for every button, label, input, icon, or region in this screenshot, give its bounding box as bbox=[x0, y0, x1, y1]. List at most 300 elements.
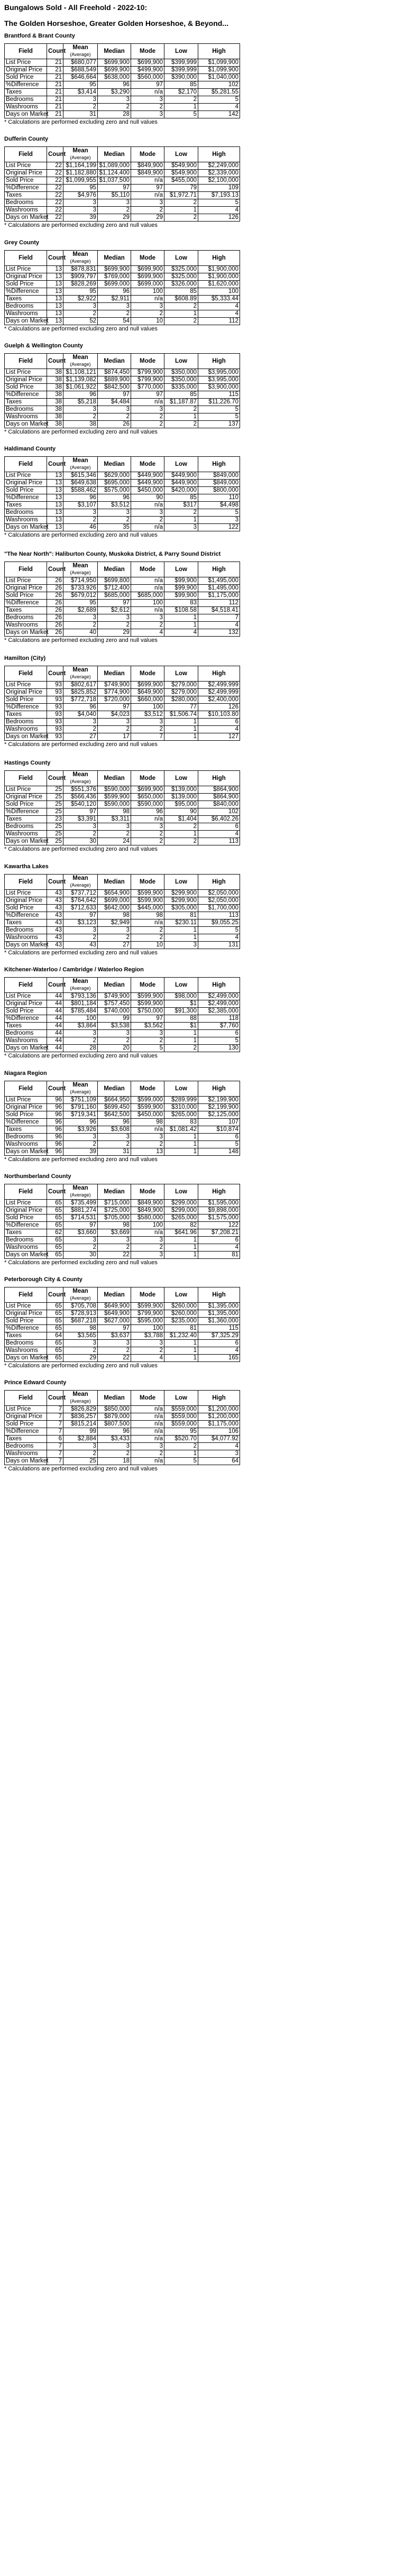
cell-high: 126 bbox=[198, 704, 240, 711]
calculation-note: * Calculations are performed excluding zero and null values bbox=[4, 429, 158, 435]
cell-mode: 2 bbox=[131, 207, 164, 214]
cell-count: 26 bbox=[47, 585, 63, 592]
cell-mean: $828,269 bbox=[63, 281, 98, 288]
header-low: Low bbox=[164, 562, 198, 577]
cell-field: Taxes bbox=[5, 502, 47, 509]
table-header-row bbox=[5, 1081, 240, 1097]
cell-mode: 2 bbox=[131, 421, 164, 428]
cell-field: Days on Market bbox=[5, 111, 47, 118]
cell-high: $800,000 bbox=[198, 487, 240, 494]
cell-count: 26 bbox=[47, 607, 63, 614]
cell-low: $1,404 bbox=[164, 816, 198, 823]
table-row bbox=[5, 96, 240, 104]
cell-median: $699,450 bbox=[98, 1104, 131, 1111]
cell-high: 4 bbox=[198, 1347, 240, 1355]
table-row bbox=[5, 919, 240, 927]
cell-mean: 3 bbox=[63, 719, 98, 726]
header-field: Field bbox=[5, 1184, 47, 1200]
cell-low: $280,000 bbox=[164, 696, 198, 704]
cell-median: $695,000 bbox=[98, 480, 131, 487]
cell-mode: 3 bbox=[131, 111, 164, 118]
cell-low: 1 bbox=[164, 614, 198, 622]
table-row bbox=[5, 890, 240, 897]
cell-high: 81 bbox=[198, 1252, 240, 1259]
cell-count: 13 bbox=[47, 296, 63, 303]
header-count: Count bbox=[47, 1081, 63, 1097]
cell-median: $699,000 bbox=[98, 897, 131, 905]
cell-count: 22 bbox=[47, 192, 63, 199]
cell-high: 100 bbox=[198, 288, 240, 296]
cell-field: Bedrooms bbox=[5, 1030, 47, 1037]
cell-field: Days on Market bbox=[5, 838, 47, 845]
header-field: Field bbox=[5, 44, 47, 59]
header-mean bbox=[63, 771, 98, 786]
cell-low: $279,000 bbox=[164, 689, 198, 696]
cell-mode: n/a bbox=[131, 502, 164, 509]
cell-high: 7 bbox=[198, 614, 240, 622]
cell-count: 93 bbox=[47, 696, 63, 704]
table-row bbox=[5, 318, 240, 325]
table-row bbox=[5, 303, 240, 310]
header-low: Low bbox=[164, 44, 198, 59]
cell-low: 1 bbox=[164, 927, 198, 934]
cell-mean: 3 bbox=[63, 509, 98, 517]
cell-mean: 31 bbox=[63, 111, 98, 118]
cell-count: 43 bbox=[47, 890, 63, 897]
region-title: Niagara Region bbox=[4, 1070, 47, 1077]
table-row bbox=[5, 801, 240, 808]
cell-high: 5 bbox=[198, 406, 240, 413]
cell-mode: $595,000 bbox=[131, 1318, 164, 1325]
cell-count: 13 bbox=[47, 472, 63, 480]
cell-mean: 27 bbox=[63, 733, 98, 741]
cell-low: $95,000 bbox=[164, 801, 198, 808]
cell-field: Sold Price bbox=[5, 905, 47, 912]
cell-low: 1 bbox=[164, 733, 198, 741]
cell-field: Bedrooms bbox=[5, 303, 47, 310]
cell-count: 44 bbox=[47, 1015, 63, 1023]
cell-median: $749,900 bbox=[98, 682, 131, 689]
cell-count: 21 bbox=[47, 96, 63, 104]
cell-field: %Difference bbox=[5, 1119, 47, 1126]
cell-median: $3,512 bbox=[98, 502, 131, 509]
stats-table bbox=[4, 1287, 240, 1362]
cell-count: 96 bbox=[47, 1104, 63, 1111]
cell-high: 3 bbox=[198, 1450, 240, 1458]
table-row bbox=[5, 111, 240, 118]
cell-field: Bedrooms bbox=[5, 96, 47, 104]
cell-median: $715,000 bbox=[98, 1200, 131, 1207]
cell-mean: 2 bbox=[63, 622, 98, 629]
cell-count: 25 bbox=[47, 786, 63, 794]
cell-field: Days on Market bbox=[5, 524, 47, 531]
cell-low: $559,000 bbox=[164, 1406, 198, 1413]
cell-mode: $599,900 bbox=[131, 1104, 164, 1111]
cell-high: $10,874 bbox=[198, 1126, 240, 1134]
cell-low: $108.58 bbox=[164, 607, 198, 614]
table-row bbox=[5, 162, 240, 170]
table-row bbox=[5, 614, 240, 622]
cell-mode: 2 bbox=[131, 838, 164, 845]
cell-high: $4,077.92 bbox=[198, 1436, 240, 1443]
cell-mode: $699,000 bbox=[131, 281, 164, 288]
cell-low: 1 bbox=[164, 726, 198, 733]
cell-low: 81 bbox=[164, 912, 198, 919]
cell-mean: 2 bbox=[63, 831, 98, 838]
cell-count: 22 bbox=[47, 207, 63, 214]
header-count: Count bbox=[47, 1287, 63, 1303]
cell-high: 4 bbox=[198, 622, 240, 629]
region-section-9 bbox=[4, 967, 400, 1059]
cell-high: $5,281.55 bbox=[198, 89, 240, 96]
cell-count: 26 bbox=[47, 577, 63, 585]
cell-count: 13 bbox=[47, 266, 63, 273]
header-field: Field bbox=[5, 1081, 47, 1097]
cell-field: Bedrooms bbox=[5, 1443, 47, 1450]
cell-high: $1,175,000 bbox=[198, 592, 240, 600]
table-row bbox=[5, 942, 240, 949]
cell-low: $99,900 bbox=[164, 577, 198, 585]
table-row bbox=[5, 296, 240, 303]
cell-median: 3 bbox=[98, 927, 131, 934]
header-high: High bbox=[198, 1287, 240, 1303]
table-header-row bbox=[5, 875, 240, 890]
cell-high: 142 bbox=[198, 111, 240, 118]
cell-high: 106 bbox=[198, 1428, 240, 1436]
cell-count: 13 bbox=[47, 487, 63, 494]
header-low: Low bbox=[164, 457, 198, 472]
cell-low: 85 bbox=[164, 391, 198, 399]
cell-mode: 4 bbox=[131, 629, 164, 637]
cell-low: $279,000 bbox=[164, 682, 198, 689]
cell-high: 126 bbox=[198, 214, 240, 222]
cell-mode: 3 bbox=[131, 406, 164, 413]
cell-high: 112 bbox=[198, 318, 240, 325]
cell-mode: 2 bbox=[131, 1244, 164, 1252]
cell-field: Taxes bbox=[5, 919, 47, 927]
stats-table bbox=[4, 977, 240, 1052]
cell-median: 31 bbox=[98, 1148, 131, 1156]
cell-mean: $540,120 bbox=[63, 801, 98, 808]
table-row bbox=[5, 1037, 240, 1045]
table-row bbox=[5, 81, 240, 89]
cell-median: $685,000 bbox=[98, 592, 131, 600]
cell-field: Original Price bbox=[5, 585, 47, 592]
cell-low: $559,000 bbox=[164, 1413, 198, 1421]
cell-mode: $849,900 bbox=[131, 162, 164, 170]
cell-low: 2 bbox=[164, 421, 198, 428]
header-high: High bbox=[198, 1184, 240, 1200]
table-row bbox=[5, 1015, 240, 1023]
cell-count: 44 bbox=[47, 1023, 63, 1030]
cell-mean: $801,184 bbox=[63, 1000, 98, 1008]
cell-high: 110 bbox=[198, 494, 240, 502]
cell-field: Washrooms bbox=[5, 104, 47, 111]
table-row bbox=[5, 1443, 240, 1450]
cell-median: $3,669 bbox=[98, 1229, 131, 1237]
cell-low: 1 bbox=[164, 1030, 198, 1037]
header-low: Low bbox=[164, 875, 198, 890]
table-row bbox=[5, 831, 240, 838]
cell-median: 3 bbox=[98, 96, 131, 104]
cell-mean: 3 bbox=[63, 1340, 98, 1347]
region-section-3 bbox=[4, 343, 400, 435]
cell-field: Washrooms bbox=[5, 310, 47, 318]
cell-field: Days on Market bbox=[5, 1458, 47, 1465]
cell-high: 4 bbox=[198, 934, 240, 942]
cell-high: $3,995,000 bbox=[198, 369, 240, 376]
cell-field: Original Price bbox=[5, 1310, 47, 1318]
cell-low: $305,000 bbox=[164, 905, 198, 912]
cell-high: $2,050,000 bbox=[198, 897, 240, 905]
cell-field: %Difference bbox=[5, 1222, 47, 1229]
cell-low: $260,000 bbox=[164, 1303, 198, 1310]
header-mode: Mode bbox=[131, 457, 164, 472]
cell-high: 112 bbox=[198, 600, 240, 607]
cell-mode: $599,900 bbox=[131, 890, 164, 897]
cell-low: $299,000 bbox=[164, 1207, 198, 1215]
table-row bbox=[5, 421, 240, 428]
cell-field: Sold Price bbox=[5, 592, 47, 600]
cell-field: Days on Market bbox=[5, 1148, 47, 1156]
header-mean-sub: (Average) bbox=[70, 362, 91, 367]
header-mean-label: Mean bbox=[72, 771, 88, 778]
cell-count: 43 bbox=[47, 934, 63, 942]
table-row bbox=[5, 1252, 240, 1259]
cell-low: 2 bbox=[164, 1045, 198, 1052]
cell-count: 38 bbox=[47, 384, 63, 391]
cell-low: 4 bbox=[164, 629, 198, 637]
cell-low: 82 bbox=[164, 1222, 198, 1229]
cell-mean: $615,346 bbox=[63, 472, 98, 480]
cell-median: 98 bbox=[98, 808, 131, 816]
cell-high: $2,100,000 bbox=[198, 177, 240, 185]
cell-mean: $1,108,121 bbox=[63, 369, 98, 376]
table-row bbox=[5, 1207, 240, 1215]
cell-field: Original Price bbox=[5, 1413, 47, 1421]
cell-high: 115 bbox=[198, 1325, 240, 1332]
cell-field: Original Price bbox=[5, 1000, 47, 1008]
cell-mean: 29 bbox=[63, 1355, 98, 1362]
header-mode: Mode bbox=[131, 666, 164, 682]
cell-mode: $599,900 bbox=[131, 1000, 164, 1008]
cell-high: $2,499,999 bbox=[198, 682, 240, 689]
header-mean-label: Mean bbox=[72, 148, 88, 154]
header-mean bbox=[63, 354, 98, 369]
cell-high: $849,000 bbox=[198, 472, 240, 480]
table-row bbox=[5, 185, 240, 192]
cell-low: $2,170 bbox=[164, 89, 198, 96]
cell-median: 97 bbox=[98, 1325, 131, 1332]
cell-median: $749,900 bbox=[98, 993, 131, 1000]
header-median: Median bbox=[98, 457, 131, 472]
cell-median: $649,900 bbox=[98, 1303, 131, 1310]
header-median: Median bbox=[98, 666, 131, 682]
cell-mean: 2 bbox=[63, 1450, 98, 1458]
region-section-8 bbox=[4, 863, 400, 956]
cell-field: List Price bbox=[5, 1303, 47, 1310]
table-row bbox=[5, 912, 240, 919]
cell-low: $641.96 bbox=[164, 1229, 198, 1237]
cell-mode: 100 bbox=[131, 600, 164, 607]
cell-mean: 43 bbox=[63, 942, 98, 949]
cell-mode: 96 bbox=[131, 808, 164, 816]
cell-median: 29 bbox=[98, 629, 131, 637]
cell-low: 3 bbox=[164, 942, 198, 949]
cell-low: 1 bbox=[164, 1340, 198, 1347]
cell-field: Bedrooms bbox=[5, 1134, 47, 1141]
cell-field: Sold Price bbox=[5, 696, 47, 704]
table-row bbox=[5, 1325, 240, 1332]
table-row bbox=[5, 524, 240, 531]
cell-median: $3,538 bbox=[98, 1023, 131, 1030]
header-high: High bbox=[198, 1081, 240, 1097]
header-high: High bbox=[198, 147, 240, 162]
cell-mean: 2 bbox=[63, 1244, 98, 1252]
cell-field: Washrooms bbox=[5, 622, 47, 629]
cell-count: 13 bbox=[47, 509, 63, 517]
cell-mode: 97 bbox=[131, 1015, 164, 1023]
table-row bbox=[5, 1030, 240, 1037]
cell-low: $1,232.40 bbox=[164, 1332, 198, 1340]
header-high: High bbox=[198, 666, 240, 682]
cell-mode: 3 bbox=[131, 509, 164, 517]
region-section-0 bbox=[4, 33, 400, 125]
cell-field: %Difference bbox=[5, 185, 47, 192]
cell-mean: $5,218 bbox=[63, 399, 98, 406]
header-mean bbox=[63, 562, 98, 577]
table-row bbox=[5, 376, 240, 384]
header-mean-label: Mean bbox=[72, 875, 88, 881]
cell-count: 44 bbox=[47, 1008, 63, 1015]
cell-mode: 3 bbox=[131, 303, 164, 310]
cell-high: $2,499,999 bbox=[198, 689, 240, 696]
cell-low: 2 bbox=[164, 214, 198, 222]
cell-median: $3,311 bbox=[98, 816, 131, 823]
cell-mean: 2 bbox=[63, 310, 98, 318]
cell-mode: n/a bbox=[131, 89, 164, 96]
cell-field: Taxes bbox=[5, 1126, 47, 1134]
header-field: Field bbox=[5, 1287, 47, 1303]
header-mean-label: Mean bbox=[72, 251, 88, 257]
cell-mean: 95 bbox=[63, 600, 98, 607]
cell-field: Bedrooms bbox=[5, 823, 47, 831]
cell-high: $1,495,000 bbox=[198, 585, 240, 592]
header-field: Field bbox=[5, 562, 47, 577]
cell-mean: $751,109 bbox=[63, 1097, 98, 1104]
cell-count: 13 bbox=[47, 281, 63, 288]
cell-low: 85 bbox=[164, 494, 198, 502]
cell-low: 1 bbox=[164, 310, 198, 318]
cell-mean: $802,617 bbox=[63, 682, 98, 689]
cell-median: 20 bbox=[98, 1045, 131, 1052]
region-title: Prince Edward County bbox=[4, 1379, 67, 1386]
region-section-13 bbox=[4, 1379, 400, 1472]
cell-mode: $699,900 bbox=[131, 59, 164, 67]
cell-low: 1 bbox=[164, 1347, 198, 1355]
cell-count: 7 bbox=[47, 1450, 63, 1458]
cell-count: 93 bbox=[47, 726, 63, 733]
cell-high: $1,175,000 bbox=[198, 1421, 240, 1428]
cell-mode: $799,900 bbox=[131, 1310, 164, 1318]
cell-mode: $849,900 bbox=[131, 1200, 164, 1207]
cell-count: 44 bbox=[47, 1037, 63, 1045]
cell-mean: 39 bbox=[63, 214, 98, 222]
cell-field: Taxes bbox=[5, 1023, 47, 1030]
cell-low: $265,000 bbox=[164, 1215, 198, 1222]
stats-table bbox=[4, 1390, 240, 1465]
header-high: High bbox=[198, 978, 240, 993]
cell-mode: 100 bbox=[131, 288, 164, 296]
cell-count: 25 bbox=[47, 808, 63, 816]
cell-median: $627,000 bbox=[98, 1318, 131, 1325]
calculation-note: * Calculations are performed excluding zero and null values bbox=[4, 741, 158, 748]
cell-high: 5 bbox=[198, 1141, 240, 1148]
table-row bbox=[5, 266, 240, 273]
cell-count: 22 bbox=[47, 162, 63, 170]
calculation-note: * Calculations are performed excluding zero and null values bbox=[4, 532, 158, 538]
header-high: High bbox=[198, 562, 240, 577]
header-mode: Mode bbox=[131, 771, 164, 786]
cell-median: 2 bbox=[98, 1037, 131, 1045]
cell-median: $5,110 bbox=[98, 192, 131, 199]
cell-mode: 3 bbox=[131, 614, 164, 622]
cell-count: 38 bbox=[47, 413, 63, 421]
cell-mean: 3 bbox=[63, 1237, 98, 1244]
header-mean-label: Mean bbox=[72, 44, 88, 51]
cell-low: $1,081.42 bbox=[164, 1126, 198, 1134]
cell-high: 6 bbox=[198, 1030, 240, 1037]
cell-median: 2 bbox=[98, 934, 131, 942]
cell-median: 97 bbox=[98, 704, 131, 711]
cell-high: 109 bbox=[198, 185, 240, 192]
cell-field: Taxes bbox=[5, 399, 47, 406]
header-mean bbox=[63, 1391, 98, 1406]
cell-median: 2 bbox=[98, 622, 131, 629]
region-title: Dufferin County bbox=[4, 136, 49, 142]
cell-field: Washrooms bbox=[5, 1141, 47, 1148]
cell-mode: $699,900 bbox=[131, 786, 164, 794]
cell-low: 85 bbox=[164, 81, 198, 89]
cell-mode: n/a bbox=[131, 177, 164, 185]
cell-median: $699,800 bbox=[98, 577, 131, 585]
header-mode: Mode bbox=[131, 1081, 164, 1097]
cell-field: Sold Price bbox=[5, 177, 47, 185]
cell-median: $699,900 bbox=[98, 59, 131, 67]
table-row bbox=[5, 1045, 240, 1052]
header-mode: Mode bbox=[131, 1391, 164, 1406]
cell-mode: 2 bbox=[131, 927, 164, 934]
cell-low: 1 bbox=[164, 1450, 198, 1458]
cell-count: 93 bbox=[47, 689, 63, 696]
cell-mean: $793,136 bbox=[63, 993, 98, 1000]
cell-mode: 2 bbox=[131, 104, 164, 111]
cell-mode: 98 bbox=[131, 912, 164, 919]
cell-field: %Difference bbox=[5, 704, 47, 711]
calculation-note: * Calculations are performed excluding zero and null values bbox=[4, 1156, 158, 1163]
header-mode: Mode bbox=[131, 147, 164, 162]
cell-field: Original Price bbox=[5, 273, 47, 281]
header-mean-label: Mean bbox=[72, 1082, 88, 1088]
cell-mean: 96 bbox=[63, 391, 98, 399]
cell-count: 96 bbox=[47, 1141, 63, 1148]
cell-field: Sold Price bbox=[5, 1215, 47, 1222]
table-row bbox=[5, 1421, 240, 1428]
cell-count: 13 bbox=[47, 494, 63, 502]
cell-mean: 38 bbox=[63, 421, 98, 428]
cell-low: $559,000 bbox=[164, 1421, 198, 1428]
cell-field: List Price bbox=[5, 993, 47, 1000]
